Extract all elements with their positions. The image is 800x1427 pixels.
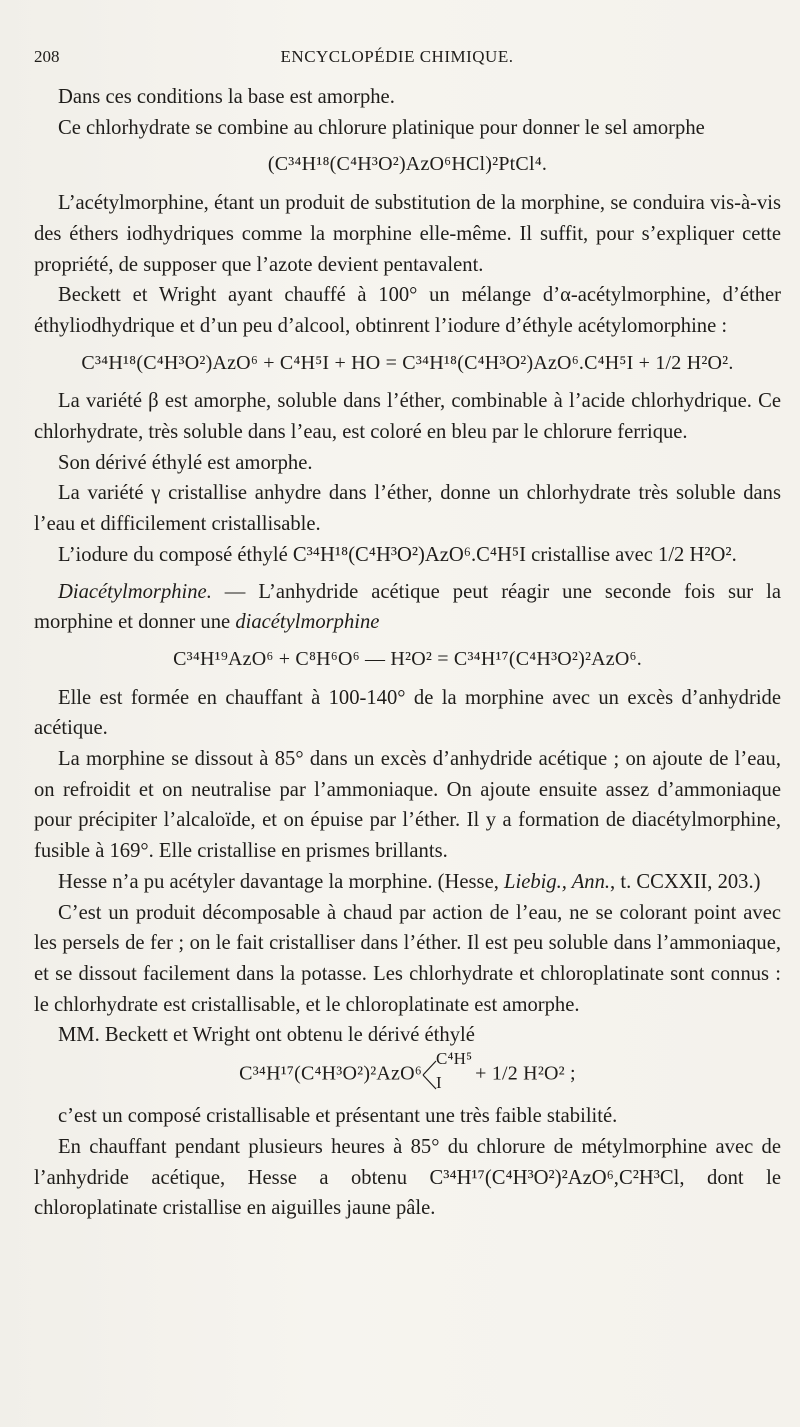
inline-formula: ²O². [704, 543, 737, 566]
formula-ethyl-iodide-reaction: C³⁴H¹⁸(C⁴H³O²)AzO⁶ + C⁴H⁵I + HO = C³⁴H¹⁸(C⁴H³O²)AzO⁶.C⁴H⁵I + 1/2 H²O². [81, 351, 734, 374]
formula-diacetylation: C³⁴H¹⁹AzO⁶ + C⁸H⁶O⁶ — H²O² = C³⁴H¹⁷(C⁴H³O²)²AzO⁶. [173, 647, 642, 670]
branch-top: C⁴H⁵ [435, 1049, 473, 1069]
body-text [34, 82, 781, 1224]
inline-formula: ³⁴H¹⁸(C⁴H³O²)AzO⁶.C⁴H⁵I [306, 543, 526, 566]
paragraph [34, 867, 781, 898]
paragraph: MM. Beckett et Wright ont obtenu le dérivé éthylé [58, 1024, 475, 1047]
paragraph: Beckett et Wright ayant chauffé à 100° un mélange d’α-acétylmorphine, d’éther éthyliodhydrique et d’un peu d’alcool, obtinrent l’iodure d’éthyle acétylomorphine : [34, 284, 781, 337]
paragraph [34, 577, 781, 638]
paragraph: L’acétylmorphine, étant un produit de substitution de la morphine, se conduira vis-à-vis des éthers iodhydriques comme la morphine elle-même. Il suffit, pour s’expliquer cette propriété, de supposer que l’azote devient pentavalent. [34, 192, 781, 276]
section-title: Diacétylmorphine. [58, 580, 212, 603]
paragraph: La variété β est amorphe, soluble dans l’éther, combinable à l’acide chlorhydrique. Ce chlorhydrate, très soluble dans l’eau, est coloré en bleu par le chlorure ferrique. [34, 390, 781, 444]
text-run: , t. CCXXII, 203.) [610, 870, 761, 893]
paragraph: Son dérivé éthylé est amorphe. [58, 451, 313, 474]
formula-ethyl-derivative [34, 1049, 781, 1095]
paragraph [34, 1132, 781, 1224]
paragraph: La morphine se dissout à 85° dans un excès d’anhydride acétique ; on ajoute de l’eau, on refroidit et on neutralise par l’ammoniaque. On ajoute ensuite assez d’ammoniaque pour précipiter l’alcaloïde, et on épuise par l’éther. Il y a formation de diacétylmorphine, fusible à 169°. Elle cristallise en prismes brillants. [34, 748, 781, 863]
formula-branch [422, 1049, 473, 1095]
text-run: cristallise avec 1/2 H [525, 543, 705, 566]
formula-main: C³⁴H¹⁷(C⁴H³O²)²AzO⁶ [239, 1062, 422, 1085]
text-run: Hesse n’a pu acétyler davantage la morphine. (Hesse, [58, 870, 505, 893]
paragraph: c’est un composé cristallisable et présentant une très faible stabilité. [58, 1105, 618, 1128]
page-number: 208 [34, 47, 60, 66]
paragraph: Elle est formée en chauffant à 100-140° de la morphine avec un excès d’anhydride acétique. [34, 686, 781, 740]
paragraph: Ce chlorhydrate se combine au chlorure platinique pour donner le sel amorphe [58, 116, 705, 139]
citation-journal: Liebig., Ann. [504, 870, 611, 893]
formula-platinum-salt: (C³⁴H¹⁸(C⁴H³O²)AzO⁶HCl)²PtCl⁴. [267, 153, 548, 176]
branch-bottom: I [435, 1073, 442, 1093]
page-header [34, 47, 760, 71]
paragraph: Dans ces conditions la base est amorphe. [58, 86, 395, 108]
text-run: En chauffant pendant plusieurs heures à 85° du chlorure de métylmorphine avec de l’anhydride acétique, Hesse a obtenu C [34, 1135, 781, 1189]
text-run: — L’anhydride acétique peut réagir une seconde fois sur la morphine et donner une [34, 580, 781, 634]
italic-term: diacétylmorphine [235, 611, 380, 634]
formula-tail: + 1/2 H²O² ; [469, 1062, 576, 1085]
text-run: , dont le chloroplatinate cristallise en aiguilles jaune pâle. [34, 1166, 781, 1220]
inline-formula: ³⁴H¹⁷(C⁴H³O²)²AzO⁶,C²H³Cl [443, 1166, 680, 1189]
running-title: ENCYCLOPÉDIE CHIMIQUE. [280, 47, 514, 66]
paragraph [34, 540, 781, 571]
text-run: L’iodure du composé éthylé C [58, 543, 307, 566]
paragraph: C’est un produit décomposable à chaud par action de l’eau, ne se colorant point avec les persels de fer ; on le fait cristalliser dans l’éther. Il est peu soluble dans l’ammoniaque, et se dissout facilement dans la potasse. Les chlorhydrate et chloroplatinate sont connus : le chlorhydrate est cristallisable, et le chloroplatinate est amorphe. [34, 901, 781, 1016]
paragraph: La variété γ cristallise anhydre dans l’éther, donne un chlorhydrate très soluble dans l’eau et difficilement cristallisable. [34, 482, 781, 536]
